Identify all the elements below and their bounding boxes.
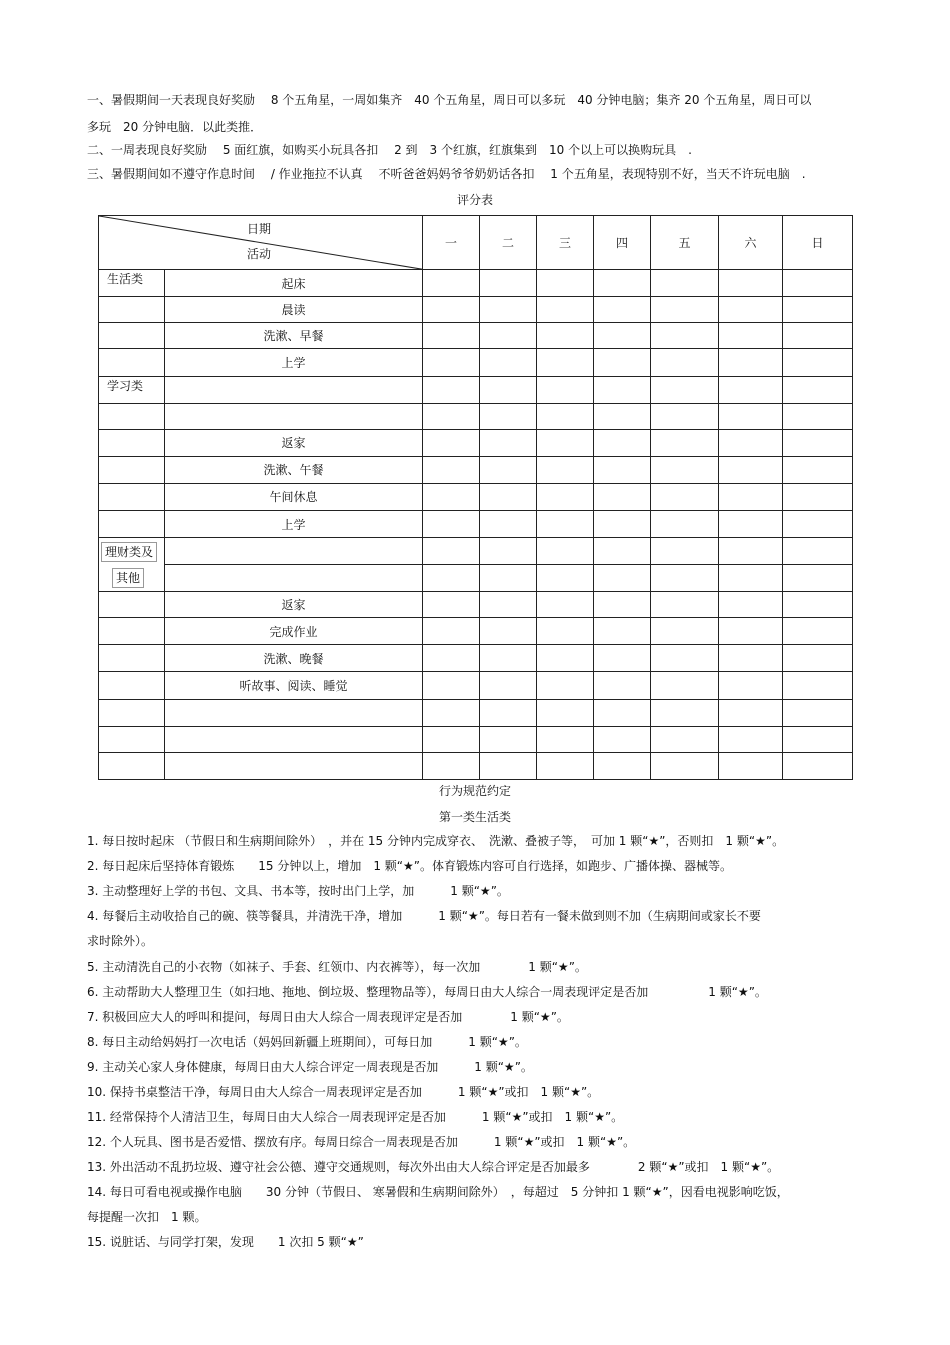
activity-cell	[165, 376, 423, 403]
score-cell[interactable]	[537, 297, 594, 323]
score-cell[interactable]	[423, 510, 480, 537]
score-cell[interactable]	[423, 618, 480, 645]
activity-cell: 晨读	[165, 297, 423, 323]
score-cell[interactable]	[719, 645, 783, 672]
score-cell[interactable]	[594, 592, 651, 618]
category-cell	[99, 429, 165, 456]
rule-line-1: 一、暑假期间一天表现良好奖励 8 个五角星，一周如集齐 40 个五角星，周日可以多玩 40 分钟电脑；集齐 20 个五角星，周日可以	[87, 93, 812, 107]
score-cell[interactable]	[651, 323, 719, 349]
score-cell[interactable]	[537, 538, 594, 565]
score-cell[interactable]	[537, 483, 594, 510]
score-cell[interactable]	[783, 752, 853, 779]
table-header-row	[99, 216, 853, 270]
score-cell[interactable]	[594, 429, 651, 456]
table-row	[99, 429, 853, 456]
day-header: 四	[594, 216, 651, 270]
table-row	[99, 538, 853, 565]
table-row	[99, 565, 853, 592]
score-cell[interactable]	[719, 403, 783, 429]
score-cell[interactable]	[537, 672, 594, 699]
score-cell[interactable]	[719, 270, 783, 297]
score-cell[interactable]	[594, 699, 651, 726]
table-title: 评分表	[456, 193, 493, 207]
score-cell[interactable]	[719, 565, 783, 592]
score-cell[interactable]	[423, 752, 480, 779]
score-cell[interactable]	[423, 297, 480, 323]
score-cell[interactable]	[651, 618, 719, 645]
score-cell[interactable]	[594, 270, 651, 297]
score-cell[interactable]	[480, 270, 537, 297]
score-cell[interactable]	[651, 297, 719, 323]
score-cell[interactable]	[480, 403, 537, 429]
list-item: 9. 主动关心家人身体健康，每周日由大人综合评定一周表现是否加 1 颗“★”。	[87, 1060, 533, 1074]
score-cell[interactable]	[783, 645, 853, 672]
score-cell[interactable]	[537, 456, 594, 483]
score-table	[98, 215, 853, 780]
score-cell[interactable]	[719, 483, 783, 510]
table-row	[99, 752, 853, 779]
score-cell[interactable]	[423, 323, 480, 349]
day-header: 三	[537, 216, 594, 270]
score-cell[interactable]	[783, 323, 853, 349]
day-header: 二	[480, 216, 537, 270]
score-cell[interactable]	[783, 510, 853, 537]
activity-cell: 听故事、阅读、睡觉	[165, 672, 423, 699]
score-cell[interactable]	[480, 297, 537, 323]
score-cell[interactable]	[719, 592, 783, 618]
score-cell[interactable]	[651, 510, 719, 537]
score-cell[interactable]	[594, 349, 651, 376]
score-cell[interactable]	[719, 672, 783, 699]
score-cell[interactable]	[423, 538, 480, 565]
score-cell[interactable]	[423, 699, 480, 726]
header-activity: 活动	[247, 247, 272, 261]
score-cell[interactable]	[719, 538, 783, 565]
table-row	[99, 592, 853, 618]
table-row	[99, 323, 853, 349]
header-date: 日期	[247, 222, 272, 236]
score-cell[interactable]	[480, 510, 537, 537]
conduct-title: 行为规范约定	[438, 784, 511, 798]
activity-cell: 洗漱、晚餐	[165, 645, 423, 672]
score-cell[interactable]	[423, 483, 480, 510]
score-cell[interactable]	[651, 376, 719, 403]
diagonal-header-cell	[99, 216, 423, 270]
activity-cell: 返家	[165, 592, 423, 618]
score-cell[interactable]	[594, 618, 651, 645]
score-cell[interactable]	[594, 297, 651, 323]
activity-cell	[165, 403, 423, 429]
score-cell[interactable]	[783, 565, 853, 592]
score-cell[interactable]	[594, 726, 651, 752]
category-cell	[99, 592, 165, 618]
score-cell[interactable]	[423, 376, 480, 403]
score-cell[interactable]	[594, 456, 651, 483]
score-cell[interactable]	[594, 376, 651, 403]
score-cell[interactable]	[480, 592, 537, 618]
score-cell[interactable]	[651, 672, 719, 699]
score-cell[interactable]	[423, 592, 480, 618]
category-cell: 生活类	[99, 270, 165, 297]
finance-label-line1: 理财类及	[101, 542, 157, 562]
score-cell[interactable]	[537, 645, 594, 672]
score-cell[interactable]	[480, 752, 537, 779]
category-cell	[99, 618, 165, 645]
category-cell	[99, 403, 165, 429]
score-cell[interactable]	[537, 429, 594, 456]
activity-cell: 返家	[165, 429, 423, 456]
score-cell[interactable]	[594, 672, 651, 699]
score-cell[interactable]	[480, 376, 537, 403]
category-cell	[99, 483, 165, 510]
score-cell[interactable]	[423, 456, 480, 483]
score-cell[interactable]	[719, 510, 783, 537]
activity-cell: 起床	[165, 270, 423, 297]
score-cell[interactable]	[594, 323, 651, 349]
rule-line-4: 三、暑假期间如不遵守作息时间 / 作业拖拉不认真 不听爸爸妈妈爷爷奶奶话各扣 1 个五角星，表现特别不好，当天不许玩电脑 .	[87, 167, 806, 181]
score-cell[interactable]	[480, 726, 537, 752]
table-row	[99, 297, 853, 323]
score-cell[interactable]	[651, 726, 719, 752]
score-cell[interactable]	[537, 726, 594, 752]
category-cell	[99, 672, 165, 699]
score-cell[interactable]	[423, 645, 480, 672]
table-row	[99, 270, 853, 297]
score-cell[interactable]	[480, 483, 537, 510]
score-cell[interactable]	[480, 323, 537, 349]
score-cell[interactable]	[480, 618, 537, 645]
score-cell[interactable]	[783, 592, 853, 618]
score-cell[interactable]	[651, 538, 719, 565]
score-cell[interactable]	[783, 297, 853, 323]
score-cell[interactable]	[651, 645, 719, 672]
activity-cell	[165, 565, 423, 592]
score-cell[interactable]	[651, 349, 719, 376]
list-item: 13. 外出活动不乱扔垃圾、遵守社会公德、遵守交通规则，每次外出由大人综合评定是否加最多 2 颗“★”或扣 1 颗“★”。	[87, 1160, 780, 1174]
category-cell	[99, 456, 165, 483]
table-row	[99, 645, 853, 672]
score-cell[interactable]	[537, 752, 594, 779]
score-cell[interactable]	[783, 699, 853, 726]
score-cell[interactable]	[423, 270, 480, 297]
score-cell[interactable]	[719, 429, 783, 456]
score-cell[interactable]	[480, 565, 537, 592]
category-cell: 学习类	[99, 376, 165, 403]
list-item: 6. 主动帮助大人整理卫生（如扫地、拖地、倒垃圾、整理物品等），每周日由大人综合一周表现评定是否加 1 颗“★”。	[87, 985, 767, 999]
table-row	[99, 483, 853, 510]
list-item: 3. 主动整理好上学的书包、文具、书本等，按时出门上学，加 1 颗“★”。	[87, 884, 509, 898]
table-row	[99, 510, 853, 537]
score-cell[interactable]	[537, 618, 594, 645]
activity-cell	[165, 538, 423, 565]
list-item: 7. 积极回应大人的呼叫和提问，每周日由大人综合一周表现评定是否加 1 颗“★”。	[87, 1010, 569, 1024]
table-row	[99, 403, 853, 429]
section-title: 第一类生活类	[438, 810, 511, 824]
table-row	[99, 376, 853, 403]
score-cell[interactable]	[537, 699, 594, 726]
score-cell[interactable]	[594, 752, 651, 779]
table-row	[99, 699, 853, 726]
score-cell[interactable]	[783, 270, 853, 297]
activity-cell: 完成作业	[165, 618, 423, 645]
list-item: 1. 每日按时起床 （节假日和生病期间除外） ，并在 15 分钟内完成穿衣、 洗漱、叠被子等， 可加 1 颗“★”，否则扣 1 颗“★”。	[87, 834, 785, 848]
list-item: 11. 经常保持个人清洁卫生，每周日由大人综合一周表现评定是否加 1 颗“★”或扣 1 颗“★”。	[87, 1110, 624, 1124]
score-cell[interactable]	[719, 699, 783, 726]
score-cell[interactable]	[651, 483, 719, 510]
score-cell[interactable]	[719, 376, 783, 403]
score-cell[interactable]	[423, 726, 480, 752]
category-cell	[99, 645, 165, 672]
activity-cell: 午间休息	[165, 483, 423, 510]
category-cell	[99, 323, 165, 349]
score-cell[interactable]	[537, 349, 594, 376]
rule-line-2: 多玩 20 分钟电脑．以此类推．	[87, 120, 263, 134]
activity-cell	[165, 726, 423, 752]
table-row	[99, 618, 853, 645]
score-cell[interactable]	[537, 565, 594, 592]
score-cell[interactable]	[537, 510, 594, 537]
activity-cell: 洗漱、午餐	[165, 456, 423, 483]
list-item: 8. 每日主动给妈妈打一次电话（妈妈回新疆上班期间），可每日加 1 颗“★”。	[87, 1035, 527, 1049]
day-header: 一	[423, 216, 480, 270]
score-cell[interactable]	[651, 270, 719, 297]
score-cell[interactable]	[719, 726, 783, 752]
score-cell[interactable]	[651, 403, 719, 429]
category-cell	[99, 297, 165, 323]
score-cell[interactable]	[594, 403, 651, 429]
score-cell[interactable]	[594, 565, 651, 592]
score-cell[interactable]	[537, 592, 594, 618]
category-cell	[99, 349, 165, 376]
day-header: 六	[719, 216, 783, 270]
table-row	[99, 726, 853, 752]
score-cell[interactable]	[423, 403, 480, 429]
score-cell[interactable]	[537, 376, 594, 403]
score-cell[interactable]	[783, 726, 853, 752]
category-cell	[99, 510, 165, 537]
score-cell[interactable]	[480, 456, 537, 483]
list-item: 5. 主动清洗自己的小衣物（如袜子、手套、红领巾、内衣裤等），每一次加 1 颗“★”。	[87, 960, 587, 974]
score-cell[interactable]	[594, 510, 651, 537]
score-cell[interactable]	[423, 565, 480, 592]
score-cell[interactable]	[651, 752, 719, 779]
table-row	[99, 456, 853, 483]
score-cell[interactable]	[537, 270, 594, 297]
score-cell[interactable]	[783, 403, 853, 429]
score-cell[interactable]	[783, 376, 853, 403]
score-cell[interactable]	[537, 403, 594, 429]
score-cell[interactable]	[783, 672, 853, 699]
activity-cell	[165, 752, 423, 779]
score-cell[interactable]	[719, 618, 783, 645]
score-cell[interactable]	[480, 429, 537, 456]
list-item: 4. 每餐后主动收拾自己的碗、筷等餐具，并清洗干净，增加 1 颗“★”。每日若有一餐未做到则不加（生病期间或家长不要	[87, 909, 761, 923]
score-cell[interactable]	[594, 645, 651, 672]
day-header: 日	[783, 216, 853, 270]
list-item: 求时除外）。	[87, 934, 154, 948]
score-cell[interactable]	[423, 672, 480, 699]
score-cell[interactable]	[480, 672, 537, 699]
score-cell[interactable]	[783, 483, 853, 510]
score-cell[interactable]	[423, 429, 480, 456]
score-cell[interactable]	[783, 349, 853, 376]
score-cell[interactable]	[783, 429, 853, 456]
category-cell	[99, 538, 165, 592]
score-cell[interactable]	[651, 456, 719, 483]
list-item: 14. 每日可看电视或操作电脑 30 分钟（节假日、 寒暑假和生病期间除外） ，每超过 5 分钟扣 1 颗“★”，因看电视影响吃饭，	[87, 1185, 789, 1199]
score-cell[interactable]	[651, 592, 719, 618]
list-item: 10. 保持书桌整洁干净，每周日由大人综合一周表现评定是否加 1 颗“★”或扣 1 颗“★”。	[87, 1085, 600, 1099]
score-cell[interactable]	[594, 483, 651, 510]
score-cell[interactable]	[719, 349, 783, 376]
score-cell[interactable]	[719, 323, 783, 349]
activity-cell: 上学	[165, 349, 423, 376]
table-row	[99, 672, 853, 699]
list-item: 15. 说脏话、与同学打架，发现 1 次扣 5 颗“★”	[87, 1235, 364, 1249]
score-cell[interactable]	[719, 456, 783, 483]
category-cell	[99, 726, 165, 752]
list-item: 12. 个人玩具、图书是否爱惜、摆放有序。每周日综合一周表现是否加 1 颗“★”或扣 1 颗“★”。	[87, 1135, 636, 1149]
score-cell[interactable]	[719, 752, 783, 779]
score-cell[interactable]	[480, 538, 537, 565]
score-cell[interactable]	[480, 349, 537, 376]
category-cell	[99, 752, 165, 779]
score-cell[interactable]	[719, 297, 783, 323]
table-row	[99, 349, 853, 376]
score-cell[interactable]	[480, 645, 537, 672]
activity-cell: 上学	[165, 510, 423, 537]
score-cell[interactable]	[651, 429, 719, 456]
score-cell[interactable]	[783, 538, 853, 565]
score-cell[interactable]	[651, 699, 719, 726]
finance-label-line2: 其他	[112, 568, 144, 588]
list-item: 每提醒一次扣 1 颗。	[87, 1210, 207, 1224]
score-cell[interactable]	[594, 538, 651, 565]
score-cell[interactable]	[651, 565, 719, 592]
activity-cell	[165, 699, 423, 726]
score-cell[interactable]	[783, 618, 853, 645]
score-cell[interactable]	[423, 349, 480, 376]
day-header: 五	[651, 216, 719, 270]
list-item: 2. 每日起床后坚持体育锻炼 15 分钟以上，增加 1 颗“★”。体育锻炼内容可自行选择，如跑步、广播体操、器械等。	[87, 859, 732, 873]
score-cell[interactable]	[480, 699, 537, 726]
score-cell[interactable]	[783, 456, 853, 483]
score-cell[interactable]	[537, 323, 594, 349]
category-cell	[99, 699, 165, 726]
activity-cell: 洗漱、早餐	[165, 323, 423, 349]
rule-line-3: 二、一周表现良好奖励 5 面红旗，如购买小玩具各扣 2 到 3 个红旗，红旗集到 10 个以上可以换购玩具 .	[87, 143, 692, 157]
